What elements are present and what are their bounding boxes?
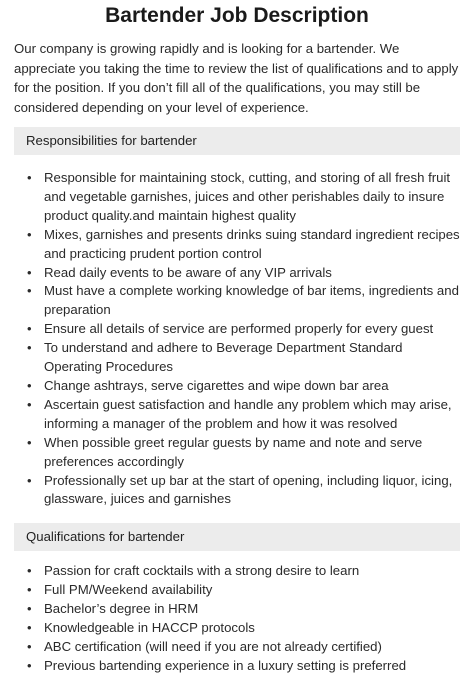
list-item: • Knowledgeable in HACCP protocols <box>44 619 460 638</box>
bullet-icon: • <box>27 264 32 280</box>
bullet-icon: • <box>27 620 32 636</box>
bullet-icon: • <box>27 377 32 393</box>
bullet-icon: • <box>27 601 32 617</box>
responsibilities-list <box>14 169 460 509</box>
list-item: • Full PM/Weekend availability <box>44 581 460 600</box>
list-item: • ABC certification (will need if you are not already certified) <box>44 638 460 657</box>
intro-paragraph: Our company is growing rapidly and is looking for a bartender. We appreciate you taking the time to review the list of qualifications and to apply for the position. If you don’t fill all of the qualifications, you may still be considered depending on your level of experience. <box>14 41 459 115</box>
bullet-icon: • <box>27 638 32 654</box>
page-title: Bartender Job Description <box>105 4 369 27</box>
list-item: • Professionally set up bar at the start of opening, including liquor, icing, glassware, juices and garnishes <box>27 472 453 507</box>
bullet-icon: • <box>27 657 32 673</box>
bullet-icon: • <box>27 472 32 488</box>
bullet-icon: • <box>27 434 32 450</box>
list-item: • To understand and adhere to Beverage Department Standard Operating Procedures <box>27 340 403 375</box>
list-item: • Responsible for maintaining stock, cutting, and storing of all fresh fruit and vegetable garnishes, juices and other perishables daily to insure product quality.and maintain highest quality <box>27 170 451 223</box>
bullet-icon: • <box>27 563 32 579</box>
qualifications-section-header: Qualifications for bartender <box>14 523 460 551</box>
list-item: • Passion for craft cocktails with a strong desire to learn <box>44 562 460 581</box>
bullet-icon: • <box>27 321 32 337</box>
list-item: • Change ashtrays, serve cigarettes and wipe down bar area <box>44 377 460 396</box>
list-item: • Mixes, garnishes and presents drinks suing standard ingredient recipes and practicing prudent portion control <box>27 226 460 261</box>
list-item: • Read daily events to be aware of any VIP arrivals <box>44 264 460 283</box>
bullet-icon: • <box>27 283 32 299</box>
list-item: • Ascertain guest satisfaction and handle any problem which may arise, informing a manager of the problem and how it was resolved <box>27 396 452 431</box>
bullet-icon: • <box>27 396 32 412</box>
list-item: • When possible greet regular guests by name and note and serve preferences accordingly <box>27 434 423 469</box>
bullet-icon: • <box>27 226 32 242</box>
list-item: • Previous bartending experience in a luxury setting is preferred <box>44 657 460 676</box>
list-item: • Ensure all details of service are performed properly for every guest <box>44 320 460 339</box>
bullet-icon: • <box>27 582 32 598</box>
responsibilities-section-header: Responsibilities for bartender <box>14 127 460 155</box>
bullet-icon: • <box>27 170 32 185</box>
list-item: • Must have a complete working knowledge of bar items, ingredients and preparation <box>27 283 459 318</box>
qualifications-list <box>14 562 460 675</box>
list-item: • Bachelor’s degree in HRM <box>44 600 460 619</box>
bullet-icon: • <box>27 340 32 356</box>
